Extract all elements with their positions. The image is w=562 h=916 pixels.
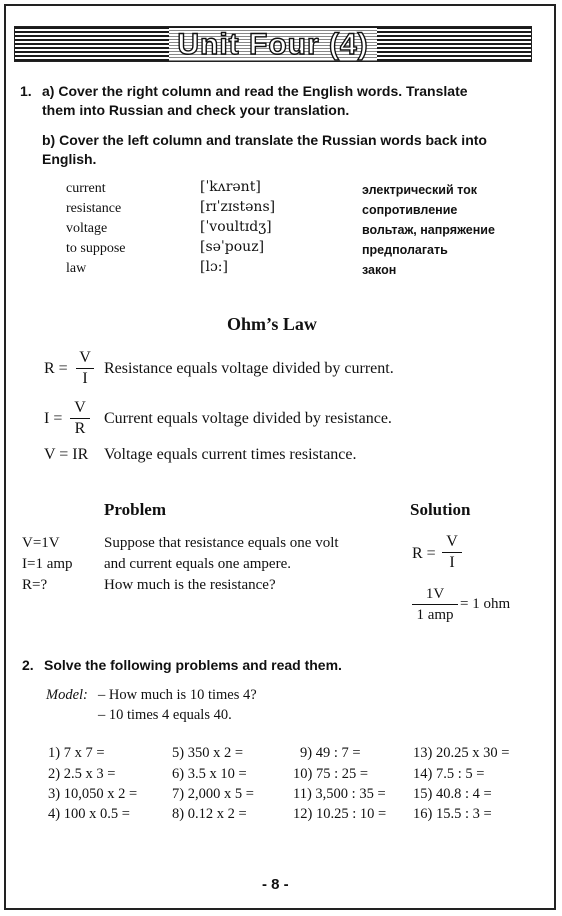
formula-3-text: Voltage equals current times resistance.	[104, 446, 357, 463]
model-question: – How much is 10 times 4?	[98, 687, 257, 703]
exercise-1-number: 1.	[20, 83, 32, 99]
model-label: Model:	[46, 687, 88, 703]
problem-item: 4) 100 x 0.5 =	[48, 806, 130, 822]
fraction-denominator: I	[449, 554, 455, 571]
problem-item: 14) 7.5 : 5 =	[413, 766, 485, 782]
fraction-denominator: R	[74, 420, 86, 437]
ohms-law-heading: Ohm’s Law	[227, 314, 317, 334]
problem-item: 10) 75 : 25 =	[293, 766, 369, 782]
solution-1-lhs: R =	[412, 545, 436, 562]
vocab-ru: электрический ток	[362, 183, 477, 197]
given-voltage: V=1V	[22, 535, 60, 551]
exercise-1b-instruction-cont: English.	[42, 151, 97, 167]
problem-item: 3) 10,050 x 2 =	[48, 786, 138, 802]
problem-line: and current equals one ampere.	[104, 556, 291, 572]
formula-2-fraction	[70, 399, 90, 438]
unit-title-banner	[14, 26, 532, 62]
formula-2-lhs: I =	[44, 410, 63, 427]
vocab-en: voltage	[66, 221, 108, 236]
given-current: I=1 amp	[22, 556, 73, 572]
fraction-numerator: V	[446, 533, 458, 550]
vocab-en: to suppose	[66, 241, 126, 256]
problem-line: Suppose that resistance equals one volt	[104, 535, 339, 551]
fraction-denominator: I	[82, 370, 88, 387]
fraction-denominator: 1 amp	[416, 607, 454, 623]
problem-line: How much is the resistance?	[104, 577, 276, 593]
problem-item: 5) 350 x 2 =	[172, 745, 244, 761]
problem-item: 11) 3,500 : 35 =	[293, 786, 386, 802]
exercise-1b-instruction: b) Cover the left column and translate the Russian words back into	[42, 132, 487, 148]
fraction-numerator: 1V	[425, 586, 445, 602]
model-answer: – 10 times 4 equals 40.	[98, 707, 232, 723]
problem-item: 8) 0.12 x 2 =	[172, 806, 247, 822]
formula-3-lhs: V = IR	[44, 446, 89, 463]
vocab-ru: предполагать	[362, 243, 448, 257]
vocab-ru: сопротивление	[362, 203, 458, 217]
page-number: - 8 -	[262, 876, 289, 893]
vocab-ipa: [lɔ:]	[200, 259, 228, 275]
formula-1-fraction	[76, 349, 94, 388]
problem-item: 12) 10.25 : 10 =	[293, 806, 387, 822]
exercise-1a-instruction-cont: them into Russian and check your translation.	[42, 102, 350, 118]
exercise-1a-instruction: a) Cover the right column and read the English words. Translate	[42, 83, 468, 99]
problem-item: 15) 40.8 : 4 =	[413, 786, 492, 802]
vocab-en: resistance	[66, 201, 122, 216]
problem-item: 7) 2,000 x 5 =	[172, 786, 254, 802]
vocab-en: law	[66, 261, 87, 276]
vocab-en: current	[66, 181, 106, 196]
vocab-ru: закон	[362, 263, 397, 277]
fraction-numerator: V	[79, 349, 91, 366]
solution-2-fraction	[412, 585, 458, 624]
solution-2-rhs: = 1 ohm	[460, 596, 511, 612]
fraction-numerator: V	[74, 399, 86, 416]
vocab-ru: вольтаж, напряжение	[362, 223, 495, 237]
solution-1-fraction	[442, 533, 462, 572]
problem-item: 2) 2.5 x 3 =	[48, 766, 116, 782]
formula-1-text: Resistance equals voltage divided by current.	[104, 360, 394, 377]
formula-2-text: Current equals voltage divided by resistance.	[104, 410, 392, 427]
vocab-ipa: [səˈpouz]	[200, 239, 265, 255]
exercise-2-instruction: Solve the following problems and read them.	[44, 657, 342, 673]
problem-item: 6) 3.5 x 10 =	[172, 766, 247, 782]
unit-title: Unit Four (4)	[169, 28, 376, 61]
problem-item: 16) 15.5 : 3 =	[413, 806, 492, 822]
vocab-ipa: [rɪˈzɪstəns]	[200, 199, 276, 215]
vocab-ipa: [ˈvoultɪdʒ]	[200, 219, 272, 235]
problem-item: 1) 7 x 7 =	[48, 745, 105, 761]
formula-1-lhs: R =	[44, 360, 68, 377]
vocab-ipa: [ˈkʌrənt]	[200, 179, 261, 195]
exercise-2-number: 2.	[22, 657, 34, 673]
solution-heading: Solution	[410, 500, 471, 519]
problem-heading: Problem	[104, 500, 167, 519]
given-resistance: R=?	[22, 577, 48, 593]
problem-item: 13) 20.25 x 30 =	[413, 745, 510, 761]
problem-item: 9) 49 : 7 =	[300, 745, 361, 761]
